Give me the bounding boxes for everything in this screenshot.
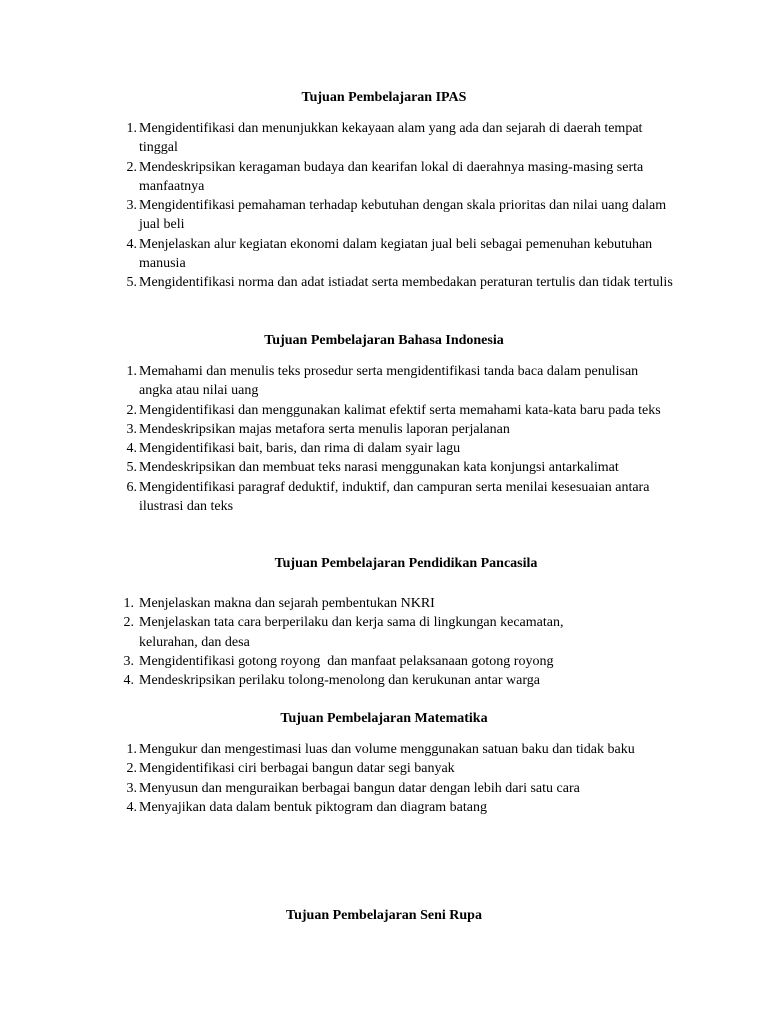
item-number: 6. bbox=[126, 479, 137, 495]
item-text: Mengidentifikasi dan menggunakan kalimat efektif serta memahami kata-kata baru pada teks bbox=[139, 402, 661, 418]
item-text: Menyusun dan menguraikan berbagai bangun datar dengan lebih dari satu cara bbox=[139, 780, 580, 796]
list-item bbox=[113, 798, 674, 817]
list-item bbox=[113, 671, 623, 690]
item-text: Menjelaskan tata cara berperilaku dan kerja sama di lingkungan kecamatan, kelurahan, dan desa bbox=[139, 615, 564, 650]
item-text: Mengidentifikasi dan menunjukkan kekayaan alam yang ada dan sejarah di daerah tempat tinggal bbox=[139, 121, 643, 156]
item-number: 2. bbox=[123, 615, 134, 631]
item-number: 1. bbox=[123, 596, 134, 611]
list-item bbox=[113, 779, 674, 798]
list-item bbox=[113, 401, 673, 420]
list-item bbox=[113, 740, 674, 759]
item-number: 2. bbox=[126, 761, 137, 777]
item-number: 4. bbox=[126, 236, 137, 252]
item-text: Mengidentifikasi ciri berbagai bangun datar segi banyak bbox=[139, 761, 455, 777]
item-number: 2. bbox=[126, 402, 137, 418]
item-number: 4. bbox=[123, 673, 134, 689]
item-text: Mendeskripsikan dan membuat teks narasi menggunakan kata konjungsi antarkalimat bbox=[139, 460, 619, 476]
item-text: Menjelaskan alur kegiatan ekonomi dalam kegiatan jual beli sebagai pemenuhan kebutuhan manusia bbox=[139, 236, 653, 272]
item-text: Mengidentifikasi gotong royong dan manfaat pelaksanaan gotong royong bbox=[139, 653, 554, 669]
item-number: 3. bbox=[126, 198, 137, 214]
section-title: Tujuan Pembelajaran Matematika bbox=[280, 711, 488, 726]
objective-list bbox=[113, 594, 623, 690]
section-title: Tujuan Pembelajaran Bahasa Indonesia bbox=[264, 333, 504, 348]
objective-list bbox=[113, 740, 674, 817]
item-text: Mendeskripsikan perilaku tolong-menolong dan kerukunan antar warga bbox=[139, 673, 540, 689]
item-text: Menjelaskan makna dan sejarah pembentukan NKRI bbox=[139, 596, 435, 611]
item-number: 1. bbox=[126, 742, 137, 757]
list-item bbox=[113, 235, 673, 274]
objective-list bbox=[113, 362, 673, 516]
list-item bbox=[113, 594, 623, 613]
list-item bbox=[113, 478, 673, 517]
list-item bbox=[113, 158, 673, 197]
list-item bbox=[113, 439, 673, 458]
item-text: Mendeskripsikan majas metafora serta menulis laporan perjalanan bbox=[139, 421, 510, 437]
item-number: 1. bbox=[126, 364, 137, 379]
objective-list bbox=[113, 119, 673, 293]
item-text: Mengidentifikasi paragraf deduktif, induktif, dan campuran serta menilai kesesuaian antara ilustrasi dan teks bbox=[139, 479, 650, 515]
list-item bbox=[113, 613, 623, 652]
item-text: Mengidentifikasi bait, baris, dan rima di dalam syair lagu bbox=[139, 441, 461, 457]
list-item bbox=[113, 273, 673, 292]
section-title: Tujuan Pembelajaran Pendidikan Pancasila bbox=[274, 556, 538, 571]
item-number: 3. bbox=[126, 421, 137, 437]
item-text: Mendeskripsikan keragaman budaya dan kearifan lokal di daerahnya masing-masing serta manfaatnya bbox=[139, 159, 644, 194]
item-text: Mengidentifikasi pemahaman terhadap kebutuhan dengan skala prioritas dan nilai uang dalam jual beli bbox=[139, 198, 667, 233]
item-text: Mengukur dan mengestimasi luas dan volume menggunakan satuan baku dan tidak baku bbox=[139, 742, 635, 757]
section-title: Tujuan Pembelajaran Seni Rupa bbox=[286, 908, 482, 923]
list-item bbox=[113, 759, 674, 778]
item-number: 3. bbox=[126, 780, 137, 796]
item-text: Menyajikan data dalam bentuk piktogram dan diagram batang bbox=[139, 799, 487, 815]
item-number: 5. bbox=[126, 460, 137, 476]
item-number: 1. bbox=[126, 121, 137, 136]
item-number: 4. bbox=[126, 441, 137, 457]
list-item bbox=[113, 362, 673, 401]
item-number: 4. bbox=[126, 799, 137, 815]
section-title: Tujuan Pembelajaran IPAS bbox=[301, 90, 467, 105]
list-item bbox=[113, 196, 673, 235]
item-text: Mengidentifikasi norma dan adat istiadat serta membedakan peraturan tertulis dan tidak tertulis bbox=[139, 275, 673, 291]
item-text: Memahami dan menulis teks prosedur serta mengidentifikasi tanda baca dalam penulisan angka atau nilai uang bbox=[139, 364, 639, 399]
list-item bbox=[113, 458, 673, 477]
list-item bbox=[113, 420, 673, 439]
list-item bbox=[113, 119, 673, 158]
item-number: 2. bbox=[126, 159, 137, 175]
item-number: 5. bbox=[126, 275, 137, 291]
item-number: 3. bbox=[123, 653, 134, 669]
list-item bbox=[113, 652, 623, 671]
